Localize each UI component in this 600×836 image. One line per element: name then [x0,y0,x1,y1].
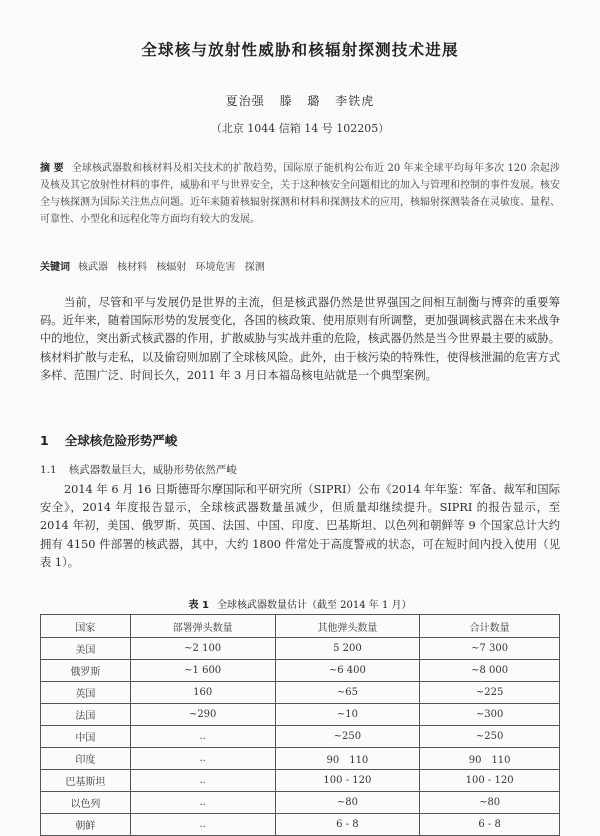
table-cell: ~65 [275,682,420,704]
table-row [41,814,560,836]
table-cell: .. [130,814,275,836]
paper-title: 全球核与放射性威胁和核辐射探测技术进展 [141,41,459,59]
table-cell: ~6 400 [275,660,420,682]
table-cell: 印度 [41,748,131,770]
table-cell: ~290 [130,704,275,726]
abstract-text: 全球核武器数和核材料及相关技术的扩散趋势，国际原子能机构公布近 20 年来全球平均每年多次 120 余起涉及核及其它放射性材料的事件，威胁和平与世界安全，关于这种核安全问题相比的加入与管理和控制的事件发展。核安全与核探测为国际关注焦点问题。近年来随着核辐射探测和材料和探测技术的应用，核辐射探测装备在灵敏度、量程、可靠性、小型化和远程化等方面均有较大的发展。 [40,163,561,225]
table-cell: .. [130,770,275,792]
table-cell: 英国 [41,682,131,704]
keywords-text: 核武器 核材料 核辐射 环境危害 探测 [78,262,265,273]
table-cell: ~225 [420,682,560,704]
table-cell: 6 - 8 [275,814,420,836]
subsection-number: 1.1 [40,464,57,476]
table-cell: .. [130,748,275,770]
table-cell: ~80 [275,792,420,814]
table-cell: 6 - 8 [420,814,560,836]
table-cell: 朝鲜 [41,814,131,836]
table-cell: 以色列 [41,792,131,814]
table-cell: ~250 [420,726,560,748]
table-cell: 法国 [41,704,131,726]
body-paragraph: 2014 年 6 月 16 日斯德哥尔摩国际和平研究所（SIPRI）公布《2014 年年鉴：军备、裁军和国际安全》，2014 年度报告显示，全球核武器数量虽减少，但质量却继续提升。SIPRI 的报告显示，至 2014 年初，美国、俄罗斯、英国、法国、中国、印度、巴基斯坦、以色列和朝鲜等 9 个国家总计大约拥有 4150 件部署的核武器，其中，大约 1800 件常处于高度警戒的状态，可在短时间内投入使用（见表 1）。 [40,483,560,569]
table-cell: 90 110 [420,748,560,770]
table-header-cell: 其他弹头数量 [275,615,420,638]
table-row [41,770,560,792]
table-cell: .. [130,726,275,748]
table-cell: .. [130,792,275,814]
section-heading [40,431,177,449]
table-row [41,682,560,704]
table-cell: ~8 000 [420,660,560,682]
nuclear-weapons-table [40,614,560,836]
table-cell: 巴基斯坦 [41,770,131,792]
keywords [40,258,560,273]
table-row [41,638,560,660]
table-caption-label: 表 1 [188,600,209,611]
section-title: 全球核危险形势严峻 [64,433,178,448]
table-cell: ~7 300 [420,638,560,660]
table-row [41,748,560,770]
table-row [41,792,560,814]
subsection-title: 核武器数量巨大，威胁形势依然严峻 [68,464,237,476]
table-cell: 100 - 120 [275,770,420,792]
subsection-heading [40,462,237,477]
table-header-cell: 部署弹头数量 [130,615,275,638]
table-cell: ~250 [275,726,420,748]
table-cell: ~1 600 [130,660,275,682]
table-caption [0,596,600,611]
table-header-row [41,615,560,638]
intro-paragraph: 当前，尽管和平与发展仍是世界的主流，但是核武器仍然是世界强国之间相互制衡与博弈的重要筹码。近年来，随着国际形势的发展变化，各国的核政策、使用原则有所调整，更加强调核武器在未来战争中的地位，突出新式核武器的作用，扩散威胁与实战并重的危险，核武器仍然是当今世界最主要的威胁。核材料扩散与走私，以及偷窃则加剧了全球核风险。此外，由于核污染的特殊性，使得核泄漏的危害方式多样、范围广泛、时间长久，2011 年 3 月日本福岛核电站就是一个典型案例。 [40,296,560,382]
table-cell: 中国 [41,726,131,748]
table-caption-text: 全球核武器数量估计（截至 2014 年 1 月） [216,600,412,611]
table-cell: 100 - 120 [420,770,560,792]
table-row [41,660,560,682]
keywords-label: 关键词 [40,262,70,273]
table-cell: 90 110 [275,748,420,770]
table-cell: ~300 [420,704,560,726]
table-cell: ~80 [420,792,560,814]
author-list: 夏治强 滕 璐 李铁虎 [225,94,375,108]
table-cell: ~2 100 [130,638,275,660]
section-number: 1 [40,433,49,448]
table-cell: 美国 [41,638,131,660]
abstract-label: 摘 要 [40,163,64,174]
table-cell: 160 [130,682,275,704]
affiliation: （北京 1044 信箱 14 号 102205） [210,122,390,135]
table-row [41,726,560,748]
table-row [41,704,560,726]
table-header-cell: 合计数量 [420,615,560,638]
abstract [40,160,560,228]
table-cell: 俄罗斯 [41,660,131,682]
table-cell: 5 200 [275,638,420,660]
table-cell: ~10 [275,704,420,726]
table-header-cell: 国家 [41,615,131,638]
